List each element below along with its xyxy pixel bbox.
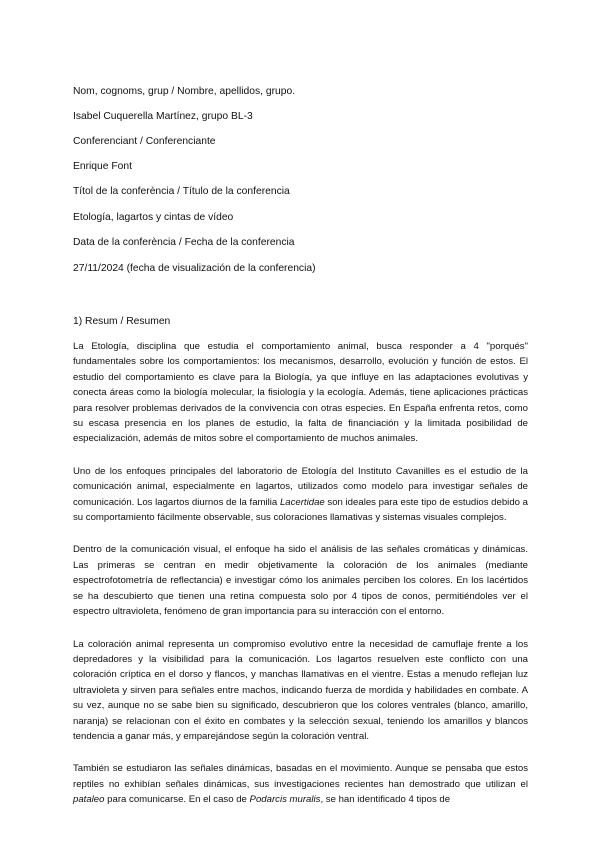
italic-species: Podarcis muralis [249, 794, 321, 806]
title-value: Etología, lagartos y cintas de vídeo [73, 212, 234, 223]
date-value: 27/11/2024 (fecha de visualización de la conferencia) [73, 263, 316, 274]
summary-paragraph-3: Dentro de la comunicación visual, el enfoque ha sido el análisis de las señales cromáticas y dinámicas. Las primeras se centran en medir objetivamente la coloración de los animales (mediante espectrofotometría de reflectancia) e investigar cómo los animales perciben los colores. En los lacértidos se ha descubierto que tienen una retina compuesta solo por 4 tipos de conos, permitiéndoles ver el espectro ultravioleta, fenómeno de gran importancia para su interacción con el entorno. [73, 544, 528, 618]
summary-paragraph-4: La coloración animal representa un compromiso evolutivo entre la necesidad de camuflaje frente a los depredadores y la visibilidad para la comunicación. Los lagartos resuelven este conflicto con una coloración críptica en el dorso y flancos, y manchas llamativas en el vientre. Estas a menudo reflejan luz ultravioleta y sirven para señales entre machos, indicando fuerza de mordida y habilidades en combate. A su vez, aunque no se sabe bien su significado, descubrieron que los colores ventrales (blanco, amarillo, naranja) se relacionan con el éxito en combates y la selección sexual, teniendo los amarillos y blancos tendencia a ganar más, y emparejándose según la coloración ventral. [73, 638, 528, 742]
speaker-value: Enrique Font [73, 161, 132, 172]
name-value: Isabel Cuquerella Martínez, grupo BL-3 [73, 111, 253, 122]
speaker-label: Conferenciant / Conferenciante [73, 136, 216, 147]
summary-paragraph-5: También se estudiaron las señales dinámicas, basadas en el movimiento. Aunque se pensaba que estos reptiles no exhibían señales dinámicas, sus investigaciones recientes han demostrado que utilizan el pataleo para comunicarse. En el caso de Podarcis muralis, se han identificado 4 tipos de [73, 763, 528, 806]
name-label: Nom, cognoms, grup / Nombre, apellidos, grupo. [73, 86, 296, 97]
italic-term: pataleo [73, 794, 105, 806]
summary-body [73, 339, 528, 825]
summary-heading: 1) Resum / Resumen [73, 316, 171, 327]
italic-taxon: Lacertidae [279, 496, 325, 508]
title-label: Títol de la conferència / Título de la conferencia [73, 186, 290, 197]
date-label: Data de la conferència / Fecha de la conferencia [73, 237, 295, 248]
summary-paragraph-2: Uno de los enfoques principales del laboratorio de Etología del Instituto Cavanilles es el estudio de la comunicación animal, especialmente en lagartos, utilizados como modelo para investigar señales de comunicación. Los lagartos diurnos de la familia Lacertidae son ideales para este tipo de estudios debido a su comportamiento fácilmente observable, sus coloraciones llamativas y sistemas visuales complejos. [73, 465, 528, 524]
summary-paragraph-1: La Etología, disciplina que estudia el comportamiento animal, busca responder a 4 "porqués" fundamentales sobre los comportamientos: los mecanismos, desarrollo, evolución y función de estos. El estudio del comportamiento es clave para la Biología, ya que influye en las adaptaciones evolutivas y conecta áreas como la biología molecular, la fisiología y la ecología. Además, tiene aplicaciones prácticas para resolver problemas derivados de la convivencia con otras especies. En España enfrenta retos, como su escasa presencia en los planes de estudio, la falta de financiación y la limitada posibilidad de especialización, además de mitos sobre el comportamiento de muchos animales. [73, 341, 528, 445]
